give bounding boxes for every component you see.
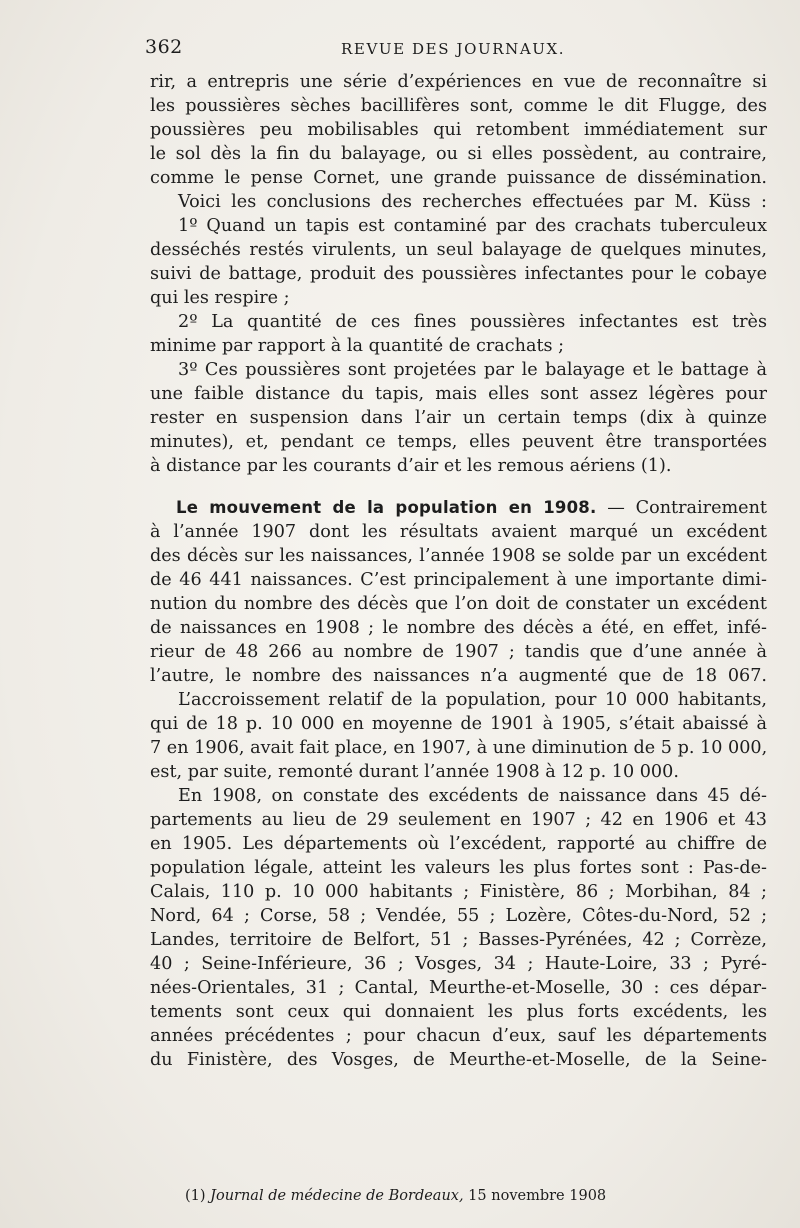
- paragraph: [150, 190, 767, 214]
- text-line: des décès sur les naissances, l’année 1908 se solde par un excédent: [150, 546, 767, 566]
- text-line: nées-Orientales, 31 ; Cantal, Meurthe-et-Moselle, 30 : ces dépar-: [150, 978, 767, 998]
- text-line: est, par suite, remonté durant l’année 1908 à 12 p. 10 000.: [150, 762, 679, 782]
- text-line: années précédentes ; pour chacun d’eux, sauf les départements: [150, 1026, 767, 1046]
- text-line: 3º Ces poussières sont projetées par le balayage et le battage à: [178, 360, 767, 380]
- paragraph: [150, 358, 767, 478]
- text-line: rir, a entrepris une série d’expériences en vue de reconnaître si: [150, 72, 767, 92]
- text-line: les poussières sèches bacillifères sont, comme le dit Flugge, des: [150, 96, 767, 116]
- text-line: à l’année 1907 dont les résultats avaient marqué un excédent: [150, 522, 767, 542]
- section-heading: Le mouvement de la population en 1908.: [176, 498, 597, 517]
- text-line: tements sont ceux qui donnaient les plus forts excédents, les: [150, 1002, 767, 1022]
- text-line: Calais, 110 p. 10 000 habitants ; Finistère, 86 ; Morbihan, 84 ;: [150, 882, 767, 902]
- footnote-date: 15 novembre 1908: [463, 1188, 607, 1204]
- text-line: L’accroissement relatif de la population, pour 10 000 habitants,: [178, 690, 767, 710]
- text-line: qui de 18 p. 10 000 en moyenne de 1901 à 1905, s’était abaissé à: [150, 714, 767, 734]
- text-line: le sol dès la fin du balayage, ou si elles possèdent, au contraire,: [150, 144, 767, 164]
- text-line: minutes), et, pendant ce temps, elles peuvent être transportées: [150, 432, 767, 452]
- text-line: du Finistère, des Vosges, de Meurthe-et-Moselle, de la Seine-: [150, 1050, 767, 1070]
- text-line: nution du nombre des décès que l’on doit de constater un excédent: [150, 594, 767, 614]
- text-line: à distance par les courants d’air et les remous aériens (1).: [150, 456, 672, 476]
- footnote-marker: (1): [185, 1188, 211, 1204]
- text-line: poussières peu mobilisables qui retombent immédiatement sur: [150, 120, 767, 140]
- footnote: [185, 1186, 745, 1206]
- heading-continuation: — Contrairement: [596, 498, 767, 518]
- paragraph: [150, 688, 767, 784]
- text-line: minime par rapport à la quantité de crachats ;: [150, 336, 565, 356]
- text-line: rieur de 48 266 au nombre de 1907 ; tandis que d’une année à: [150, 642, 767, 662]
- text-line: Landes, territoire de Belfort, 51 ; Basses-Pyrénées, 42 ; Corrèze,: [150, 930, 767, 950]
- footnote-journal: Journal de médecine de Bordeaux,: [210, 1188, 464, 1204]
- running-title: REVUE DES JOURNAUX.: [341, 40, 566, 58]
- text-line: 2º La quantité de ces fines poussières infectantes est très: [178, 312, 767, 332]
- text-line: de 46 441 naissances. C’est principalement à une importante dimi-: [150, 570, 767, 590]
- paragraph: [150, 784, 767, 1072]
- text-line: En 1908, on constate des excédents de naissance dans 45 dé-: [178, 786, 767, 806]
- paragraph-gap: [150, 478, 767, 496]
- paragraph: [150, 70, 767, 190]
- paragraph: [150, 310, 767, 358]
- text-line: l’autre, le nombre des naissances n’a augmenté que de 18 067.: [150, 666, 767, 686]
- text-line: Voici les conclusions des recherches effectuées par M. Küss :: [178, 192, 767, 212]
- text-line: de naissances en 1908 ; le nombre des décès a été, en effet, infé-: [150, 618, 767, 638]
- text-line: Nord, 64 ; Corse, 58 ; Vendée, 55 ; Lozère, Côtes-du-Nord, 52 ;: [150, 906, 767, 926]
- page-header: [145, 36, 765, 66]
- text-line: [150, 496, 767, 520]
- text-line: 40 ; Seine-Inférieure, 36 ; Vosges, 34 ; Haute-Loire, 33 ; Pyré-: [150, 954, 767, 974]
- text-line: suivi de battage, produit des poussières infectantes pour le cobaye: [150, 264, 767, 284]
- section-paragraph: [150, 496, 767, 688]
- body-text: [150, 70, 767, 1072]
- text-line: partements au lieu de 29 seulement en 1907 ; 42 en 1906 et 43: [150, 810, 767, 830]
- text-line: 1º Quand un tapis est contaminé par des crachats tuberculeux: [178, 216, 767, 236]
- text-line: qui les respire ;: [150, 288, 290, 308]
- text-line: desséchés restés virulents, un seul balayage de quelques minutes,: [150, 240, 767, 260]
- paragraph: [150, 214, 767, 310]
- text-line: en 1905. Les départements où l’excédent, rapporté au chiffre de: [150, 834, 767, 854]
- text-line: population légale, atteint les valeurs les plus fortes sont : Pas-de-: [150, 858, 767, 878]
- text-line: rester en suspension dans l’air un certain temps (dix à quinze: [150, 408, 767, 428]
- text-line: comme le pense Cornet, une grande puissance de dissémination.: [150, 168, 767, 188]
- text-line: une faible distance du tapis, mais elles sont assez légères pour: [150, 384, 767, 404]
- text-line: 7 en 1906, avait fait place, en 1907, à une diminution de 5 p. 10 000,: [150, 738, 767, 758]
- page-number: 362: [145, 36, 183, 58]
